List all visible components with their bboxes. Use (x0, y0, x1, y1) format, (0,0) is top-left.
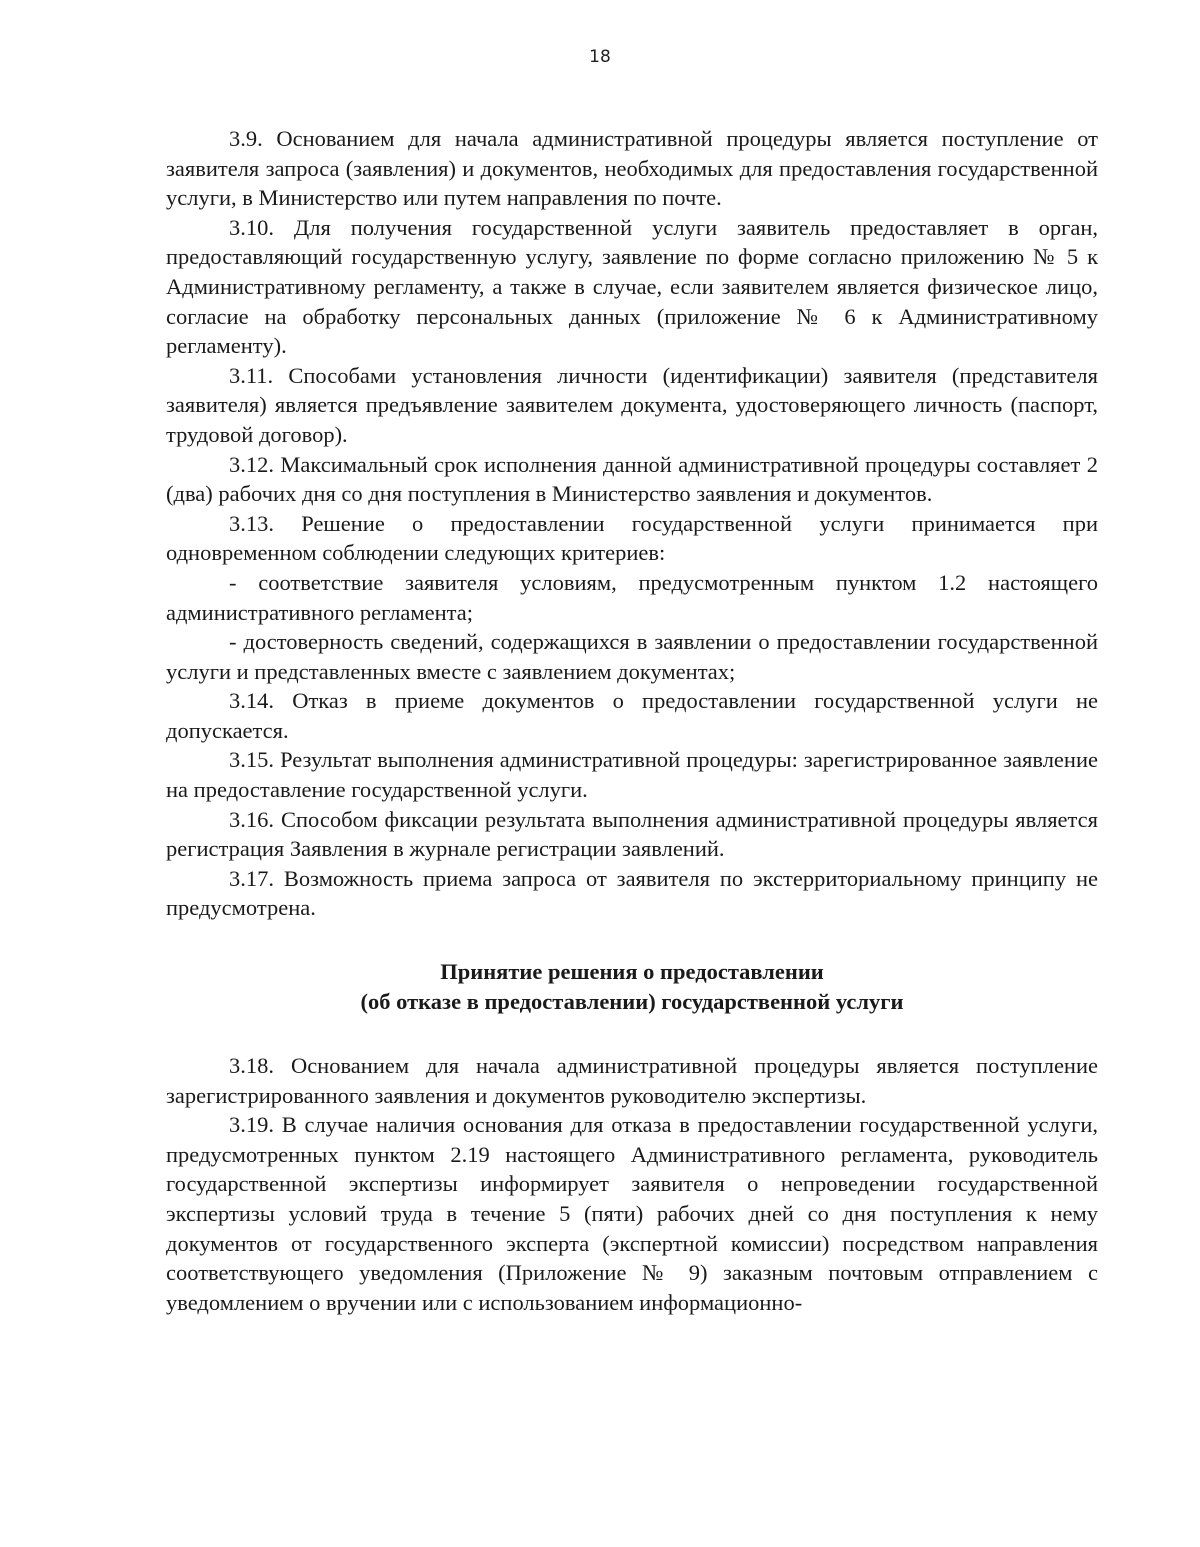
paragraph-3-17: 3.17. Возможность приема запроса от заявителя по экстерриториальному принципу не предусмотрена. (166, 865, 1098, 921)
paragraph-3-19: 3.19. В случае наличия основания для отказа в предоставлении государственной услуги, предусмотренных пунктом 2.19 настоящего Административного регламента, руководитель государственной экспертизы информирует заявителя о непроведении государственной экспертизы условий труда в течение 5 (пяти) рабочих дней со дня поступления к нему документов от государственного эксперта (экспертной комиссии) посредством направления соответствующего уведомления (Приложение № 9) заказным почтовым отправлением с уведомлением о вручении или с использованием информационно- (166, 1112, 1098, 1315)
paragraph-3-14: 3.14. Отказ в приеме документов о предоставлении государственной услуги не допускается. (166, 688, 1098, 743)
paragraph-3-16: 3.16. Способом фиксации результата выполнения административной процедуры является регистрация Заявления в журнале регистрации заявлений. (166, 806, 1098, 862)
paragraph-3-15: 3.15. Результат выполнения административной процедуры: зарегистрированное заявление на предоставление государственной услуги. (166, 747, 1098, 803)
page-number: 18 (589, 47, 611, 67)
paragraph-3-10: 3.10. Для получения государственной услуги заявитель предоставляет в орган, предоставляющий государственную услугу, заявление по форме согласно приложению № 5 к Административному регламенту, а также в случае, если заявителем является физическое лицо, согласие на обработку персональных данных (приложение № 6 к Административному регламенту). (166, 214, 1098, 359)
paragraph-3-12: 3.12. Максимальный срок исполнения данной административной процедуры составляет 2 (два) рабочих дня со дня поступления в Министерство заявления и документов. (166, 451, 1098, 507)
section-heading-line-1: Принятие решения о предоставлении (440, 959, 824, 985)
paragraph-3-18: 3.18. Основанием для начала административной процедуры является поступление зарегистрированного заявления и документов руководителю экспертизы. (166, 1053, 1098, 1108)
paragraph-3-11: 3.11. Способами установления личности (идентификации) заявителя (представителя заявителя) является предъявление заявителем документа, удостоверяющего личность (паспорт, трудовой договор). (166, 362, 1098, 447)
list-item-criterion-2: - достоверность сведений, содержащихся в заявлении о предоставлении государственной услуги и представленных вместе с заявлением документах; (166, 629, 1098, 684)
section-heading-line-2: (об отказе в предоставлении) государственной услуги (360, 989, 904, 1015)
paragraph-3-9: 3.9. Основанием для начала административной процедуры является поступление от заявителя запроса (заявления) и документов, необходимых для предоставления государственной услуги, в Министерство или путем направления по почте. (166, 126, 1098, 211)
section-heading (166, 957, 1098, 1017)
paragraph-3-13: 3.13. Решение о предоставлении государственной услуги принимается при одновременном соблюдении следующих критериев: (166, 510, 1098, 566)
document-body (166, 124, 1098, 1317)
list-item-criterion-1: - соответствие заявителя условиям, предусмотренным пунктом 1.2 настоящего административного регламента; (166, 569, 1098, 625)
